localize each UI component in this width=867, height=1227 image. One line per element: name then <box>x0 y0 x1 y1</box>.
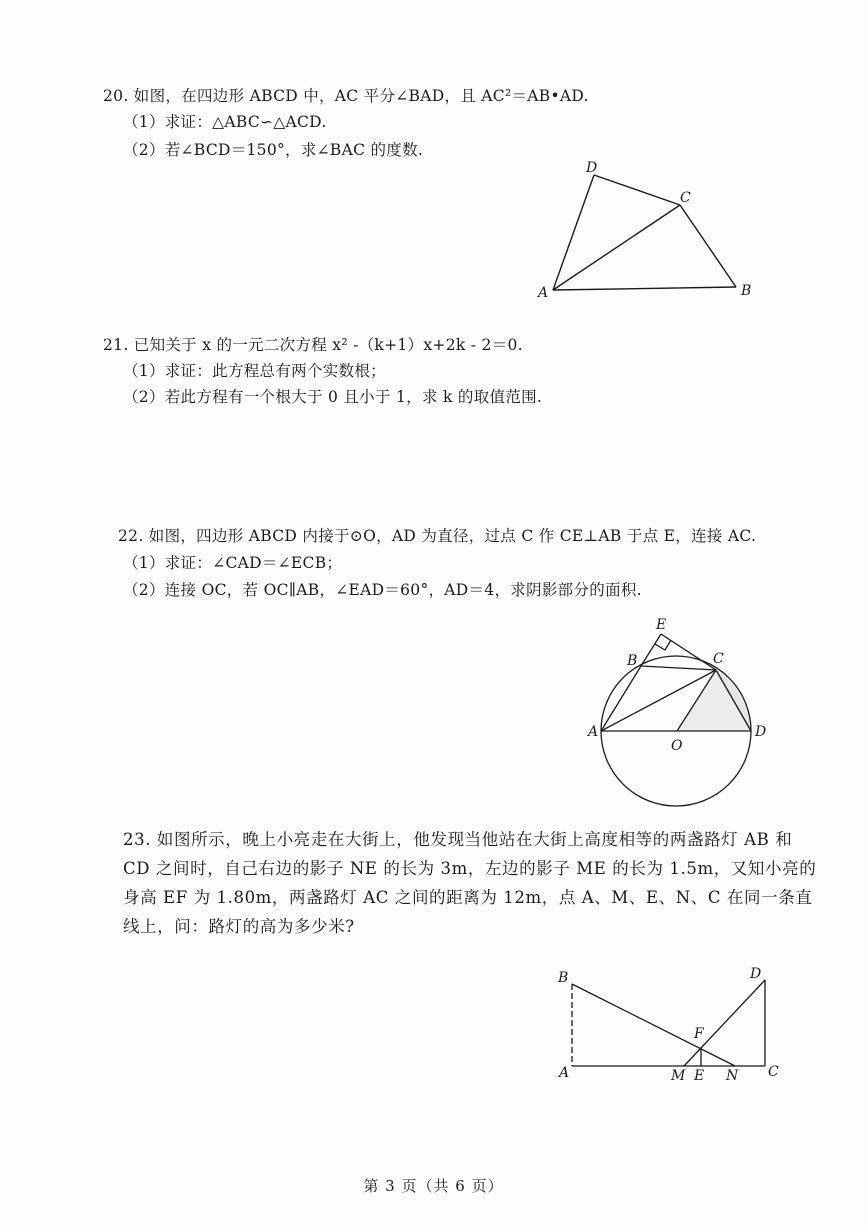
q21-stem: 21. 已知关于 x 的一元二次方程 x² -（k+1）x+2k - 2＝0. <box>103 336 523 354</box>
q23-label-n: N <box>726 1068 739 1084</box>
q22-right-angle <box>655 640 671 650</box>
q22-segment-be <box>641 634 661 666</box>
q22-figure <box>585 610 775 815</box>
q22-part1: （1）求证：∠CAD＝∠ECB； <box>123 554 343 572</box>
q22-label-e: E <box>656 617 667 633</box>
q20-segment-cd <box>594 175 680 205</box>
q23-line4: 线上，问：路灯的高为多少米? <box>123 917 355 936</box>
q20-segment-ab <box>553 287 736 290</box>
q23-ray-dm <box>684 980 765 1066</box>
q23-line2: CD 之间时，自己右边的影子 NE 的长为 3m，左边的影子 ME 的长为 1.5m，又知小亮的 <box>123 859 817 878</box>
q21-part1: （1）求证：此方程总有两个实数根； <box>123 362 386 380</box>
q20-segment-ac <box>553 205 680 290</box>
q23-label-f: F <box>694 1026 704 1042</box>
q22-label-o: O <box>671 738 683 754</box>
q20-segment-da <box>553 175 594 290</box>
q22-stem: 22. 如图，四边形 ABCD 内接于⊙O，AD 为直径，过点 C 作 CE⊥AB 于点 E，连接 AC. <box>118 527 757 545</box>
q20-stem: 20. 如图，在四边形 ABCD 中，AC 平分∠BAD，且 AC²＝AB•AD. <box>103 87 589 105</box>
q23-ray-bn <box>572 984 735 1066</box>
q20-label-d: D <box>586 160 598 176</box>
q23-figure <box>550 960 790 1085</box>
q20-label-b: B <box>741 283 752 299</box>
q23-label-m: M <box>671 1068 686 1084</box>
q23-label-b: B <box>558 970 569 986</box>
q23-line3: 身高 EF 为 1.80m，两盏路灯 AC 之间的距离为 12m，点 A、M、E、N、C 在同一条直 <box>123 888 813 907</box>
q23-label-a: A <box>559 1065 570 1081</box>
q20-part2: （2）若∠BCD＝150°，求∠BAC 的度数. <box>123 141 424 159</box>
q20-label-c: C <box>680 190 691 206</box>
q22-segment-bc <box>641 666 716 670</box>
q23-line1: 23. 如图所示，晚上小亮走在大街上，他发现当他站在大街上高度相等的两盏路灯 AB 和 <box>123 830 793 849</box>
q22-segment-ce <box>661 634 716 670</box>
q20-figure <box>530 155 770 305</box>
q20-label-a: A <box>538 285 549 301</box>
q22-label-c: C <box>713 651 724 667</box>
q23-label-c: C <box>768 1064 779 1080</box>
q21-part2: （2）若此方程有一个根大于 0 且小于 1，求 k 的取值范围. <box>123 388 543 406</box>
q22-label-a: A <box>588 724 599 740</box>
q20-segment-bc <box>680 205 736 287</box>
q23-label-d: D <box>750 966 762 982</box>
q22-part2: （2）连接 OC，若 OC∥AB，∠EAD＝60°，AD＝4，求阴影部分的面积. <box>123 581 642 599</box>
page-footer: 第 3 页（共 6 页） <box>363 1177 504 1195</box>
q22-segment-ab <box>601 666 641 731</box>
q23-label-e: E <box>694 1068 705 1084</box>
q20-part1: （1）求证：△ABC∽△ACD. <box>123 113 327 131</box>
q22-label-b: B <box>627 653 638 669</box>
q22-label-d: D <box>755 724 767 740</box>
